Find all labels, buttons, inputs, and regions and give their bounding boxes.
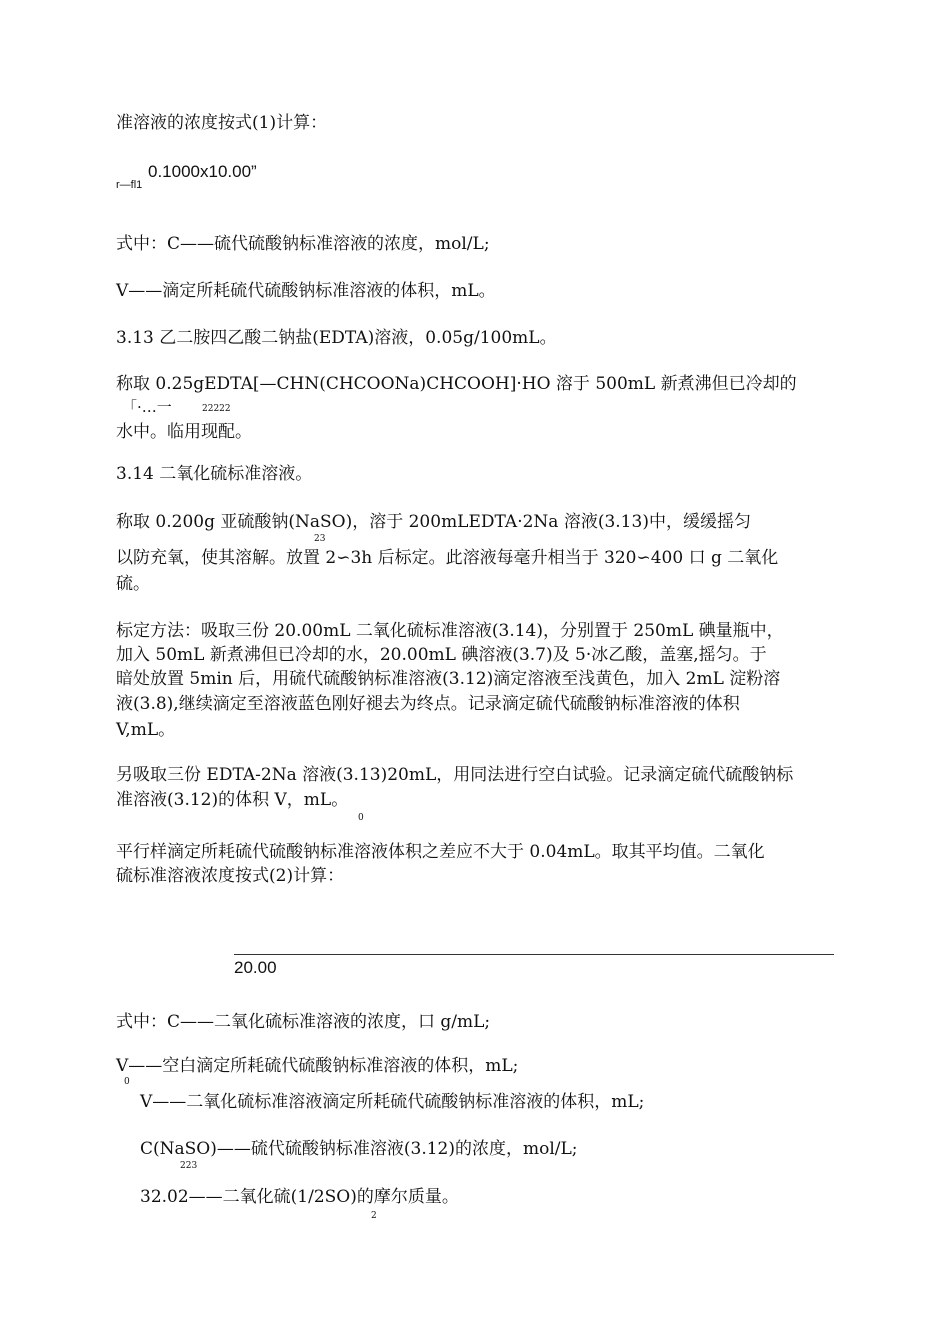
calibration-2: 加入 50mL 新煮沸但已冷却的水，20.00mL 碘溶液(3.7)及 5·冰乙酸，盖塞,摇匀。于 — [116, 645, 767, 665]
calibration-5: V,mL。 — [116, 720, 176, 740]
calibration-4: 液(3.8),继续滴定至溶液蓝色刚好褪去为终点。记录滴定硫代硫酸钠标准溶液的体积 — [116, 694, 740, 714]
formula-subscript-marks: 「·…一 — [122, 398, 172, 416]
formula-subscripts: 22222 — [202, 404, 231, 414]
molar-mass: 32.02——二氧化硫(1/2SO)的摩尔质量。 — [140, 1187, 459, 1207]
parallel-2: 硫标准溶液浓度按式(2)计算： — [116, 866, 345, 886]
paragraph-edta-end: 水中。临用现配。 — [116, 422, 252, 442]
definition-v: V——滴定所耗硫代硫酸钠标准溶液的体积，mL。 — [116, 281, 496, 301]
definition-c-na2s2o3: C(NaSO)——硫代硫酸钠标准溶液(3.12)的浓度，mol/L; — [140, 1139, 578, 1159]
calibration-1: 标定方法：吸取三份 20.00mL 二氧化硫标准溶液(3.14)，分别置于 250mL 碘量瓶中， — [116, 621, 784, 641]
blank-test-1: 另吸取三份 EDTA-2Na 溶液(3.13)20mL，用同法进行空白试验。记录滴定硫代硫酸钠标 — [116, 765, 794, 785]
formula-2-denominator: 20.00 — [234, 958, 277, 977]
formula-1: 0.1000x10.00” — [148, 162, 257, 181]
subscript-23: 23 — [314, 534, 326, 544]
section-3-13: 3.13 乙二胺四乙酸二钠盐(EDTA)溶液，0.05g/100mL。 — [116, 328, 557, 348]
subscript-2: 2 — [371, 1211, 377, 1221]
subscript-v0: 0 — [124, 1077, 130, 1087]
subscript-0: 0 — [358, 813, 364, 823]
paragraph-so2-3: 硫。 — [116, 574, 150, 594]
calibration-3: 暗处放置 5min 后，用硫代硫酸钠标准溶液(3.12)滴定溶液至浅黄色，加入 2mL 淀粉溶 — [116, 669, 781, 689]
paragraph-so2-1: 称取 0.200g 亚硫酸钠(NaSO)，溶于 200mLEDTA·2Na 溶液(3.13)中，缓缓摇匀 — [116, 512, 751, 532]
intro-line: 准溶液的浓度按式(1)计算： — [116, 113, 328, 133]
blank-test-2: 准溶液(3.12)的体积 V，mL。 — [116, 790, 349, 810]
parallel-1: 平行样滴定所耗硫代硫酸钠标准溶液体积之差应不大于 0.04mL。取其平均值。二氧化 — [116, 842, 765, 862]
paragraph-so2-2: 以防充氧，使其溶解。放置 2∽3h 后标定。此溶液每毫升相当于 320∽400 口 g 二氧化 — [116, 548, 779, 568]
paragraph-edta: 称取 0.25gEDTA[—CHN(CHCOONa)CHCOOH]·HO 溶于 500mL 新煮沸但已冷却的 — [116, 374, 797, 394]
section-3-14: 3.14 二氧化硫标准溶液。 — [116, 464, 313, 484]
formula-2-fraction-bar — [234, 954, 834, 955]
formula-1-prefix: r—fl1 — [116, 179, 143, 191]
definition-c: 式中：C——硫代硫酸钠标准溶液的浓度，mol/L; — [116, 234, 490, 254]
definition-c2: 式中：C——二氧化硫标准溶液的浓度，口 g/mL; — [116, 1012, 491, 1032]
definition-v0: V——空白滴定所耗硫代硫酸钠标准溶液的体积，mL; — [116, 1056, 519, 1076]
subscript-223: 223 — [180, 1161, 198, 1171]
definition-v2: V——二氧化硫标准溶液滴定所耗硫代硫酸钠标准溶液的体积，mL; — [140, 1092, 645, 1112]
